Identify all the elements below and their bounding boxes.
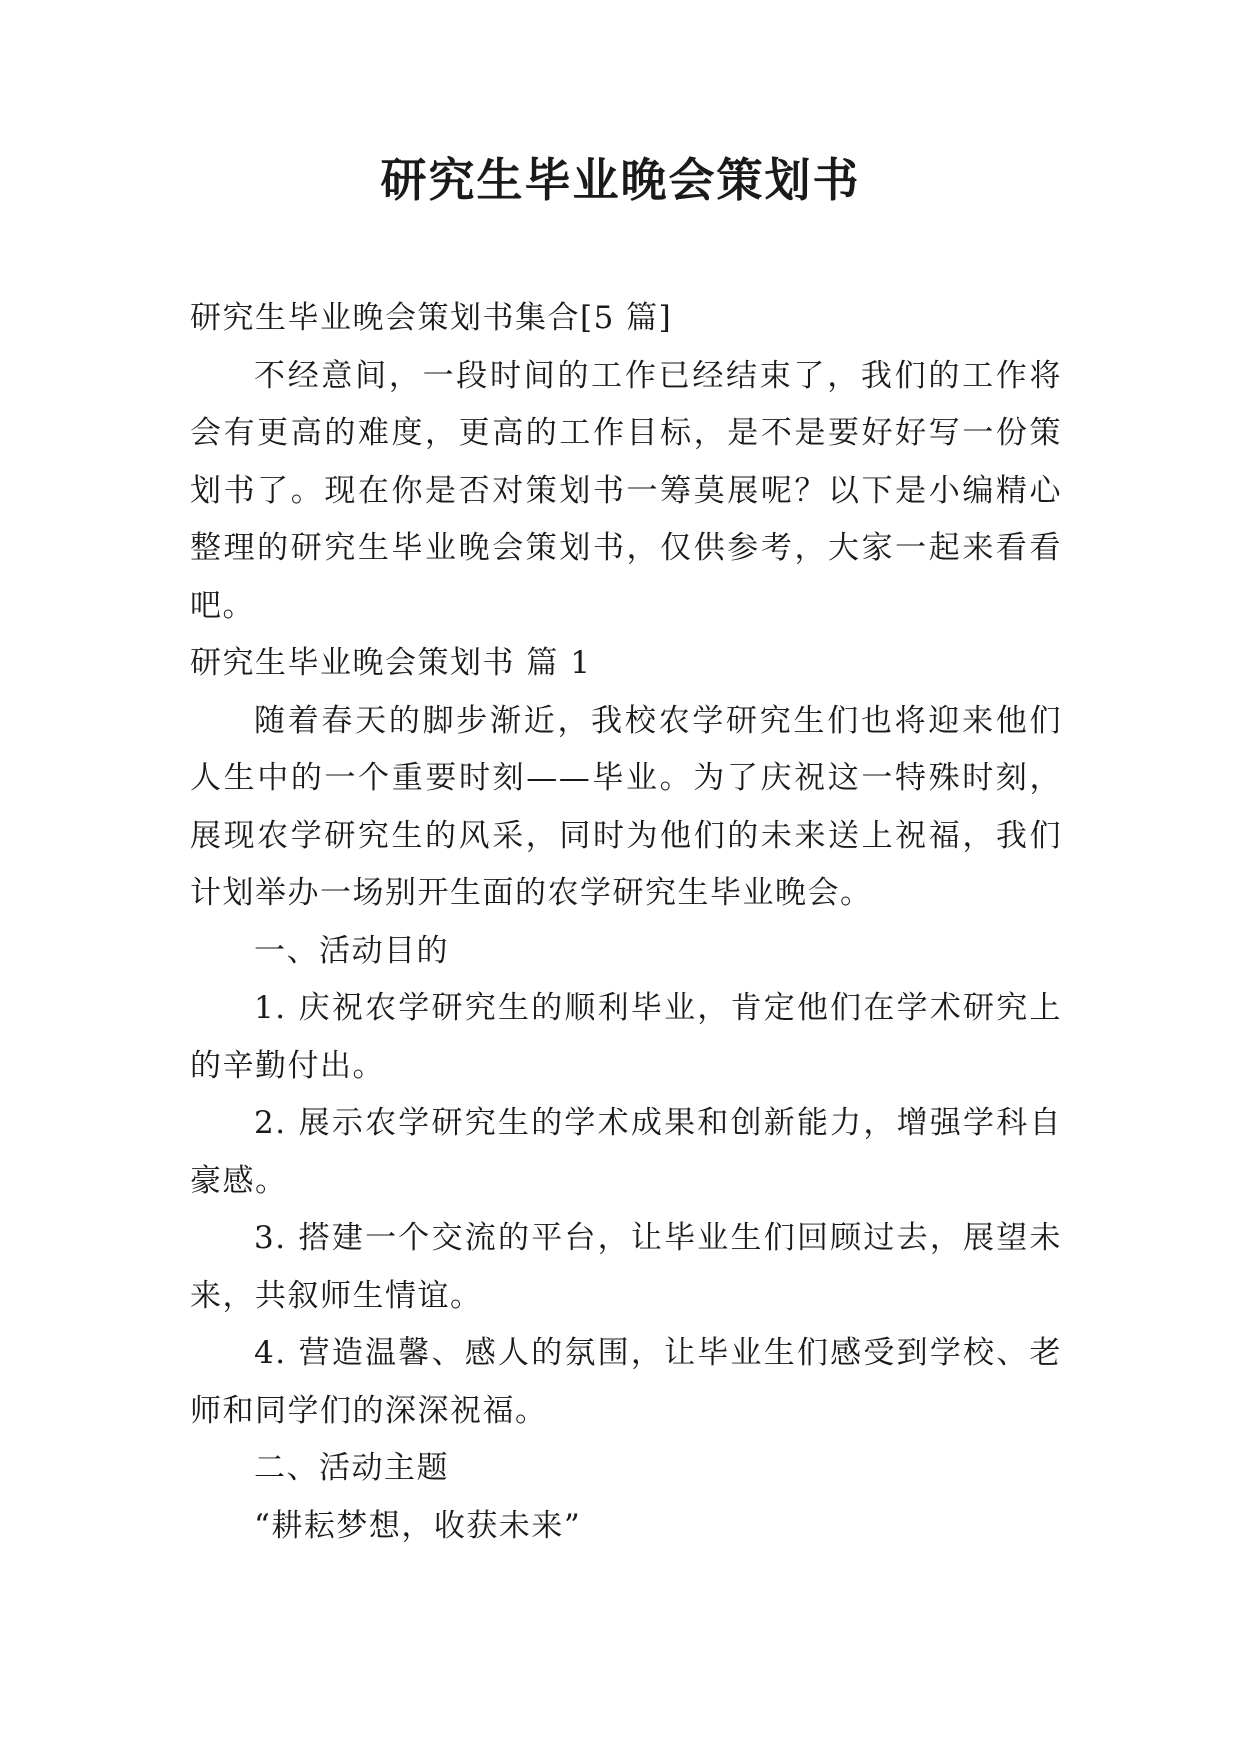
- document-body: [190, 290, 1062, 1555]
- heading-activity-theme: 二、活动主题: [254, 1450, 449, 1486]
- heading-activity-purpose: 一、活动目的: [254, 932, 449, 969]
- intro-paragraph: 不经意间，一段时间的工作已经结束了，我们的工作将会有更高的难度，更高的工作目标，是不是要好好写一份策划书了。现在你是否对策划书一筹莫展呢？以下是小编精心整理的研究生毕业晚会策划书，仅供参考，大家一起来看看吧。: [190, 357, 1062, 624]
- page-title: 研究生毕业晚会策划书: [380, 153, 861, 207]
- purpose-item-3: 3. 搭建一个交流的平台，让毕业生们回顾过去，展望未来，共叙师生情谊。: [190, 1220, 1062, 1314]
- purpose-item-4: 4. 营造温馨、感人的氛围，让毕业生们感受到学校、老师和同学们的深深祝福。: [190, 1335, 1062, 1429]
- theme-slogan: “耕耘梦想，收获未来”: [254, 1507, 582, 1544]
- section-heading-part-1: 研究生毕业晚会策划书 篇 1: [190, 645, 592, 681]
- background-paragraph: 随着春天的脚步渐近，我校农学研究生们也将迎来他们人生中的一个重要时刻——毕业。为了庆祝这一特殊时刻，展现农学研究生的风采，同时为他们的未来送上祝福，我们计划举办一场别开生面的农学研究生毕业晚会。: [190, 702, 1062, 911]
- purpose-item-2: 2. 展示农学研究生的学术成果和创新能力，增强学科自豪感。: [190, 1105, 1062, 1199]
- purpose-item-1: 1. 庆祝农学研究生的顺利毕业，肯定他们在学术研究上的辛勤付出。: [190, 990, 1062, 1084]
- collection-subtitle: 研究生毕业晚会策划书集合[5 篇]: [190, 300, 673, 336]
